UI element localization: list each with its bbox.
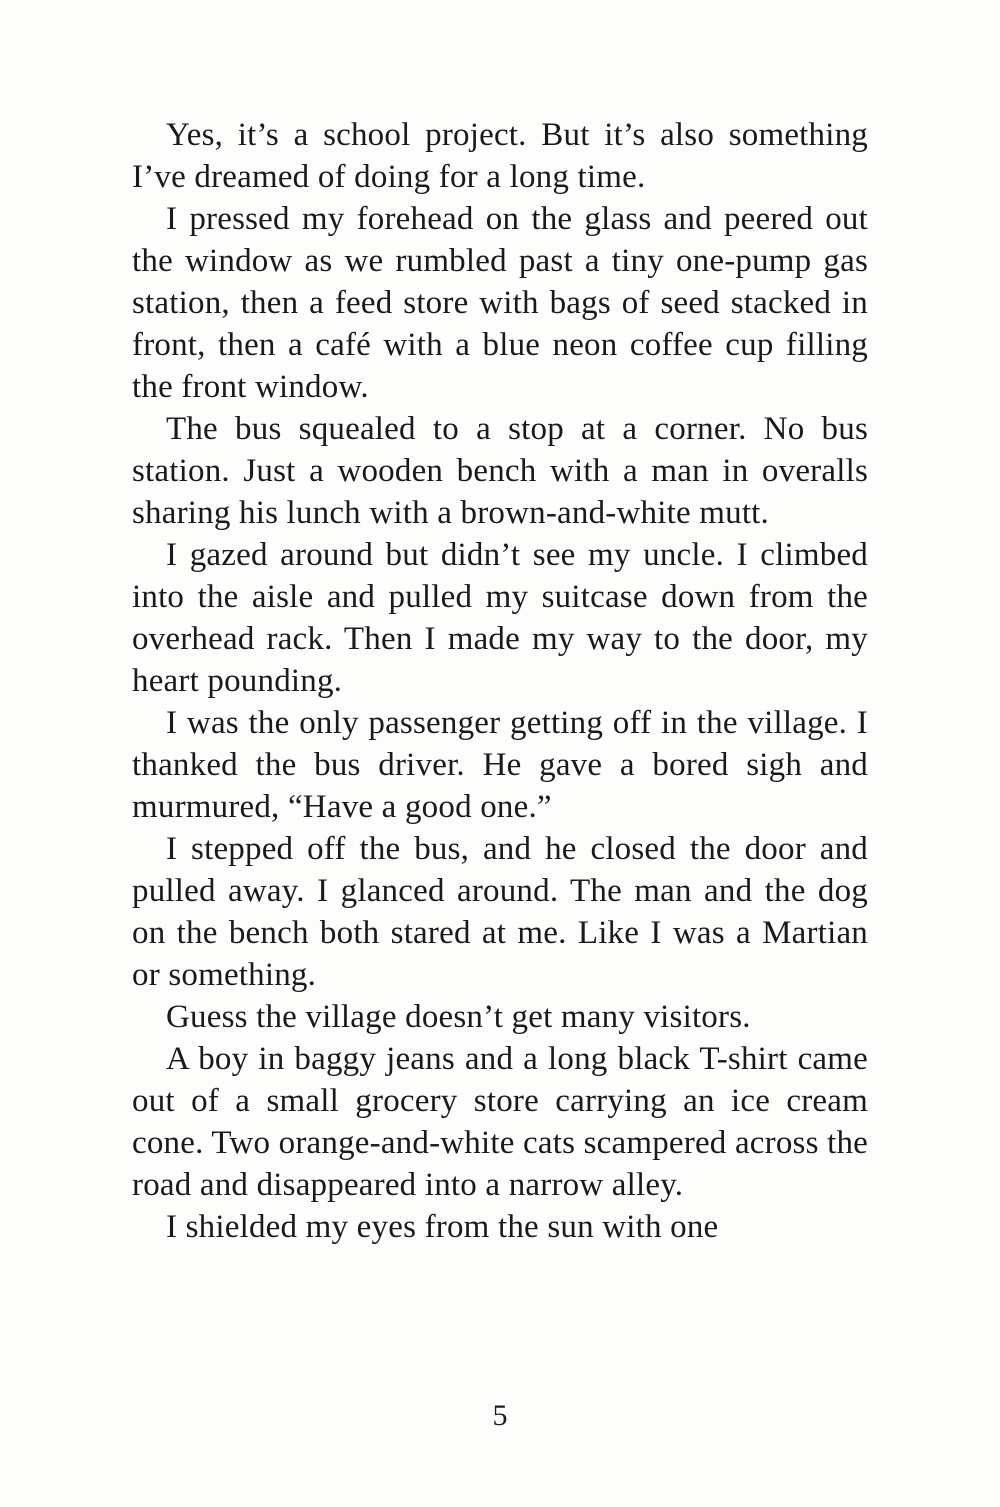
paragraph-8: A boy in baggy jeans and a long black T-shirt came out of a small grocery store carrying an ice cream cone. Two orange-and-white cats scampered across the road and disappeared into a narrow alley. — [132, 1041, 868, 1203]
paragraph-1: Yes, it’s a school project. But it’s also something I’ve dreamed of doing for a long time. — [132, 117, 868, 195]
paragraph-9: I shielded my eyes from the sun with one — [166, 1209, 719, 1245]
paragraph-3: The bus squealed to a stop at a corner. No bus station. Just a wooden bench with a man in overalls sharing his lunch with a brown-and-white mutt. — [132, 411, 868, 531]
paragraph-6: I stepped off the bus, and he closed the door and pulled away. I glanced around. The man and the dog on the bench both stared at me. Like I was a Martian or something. — [132, 831, 868, 993]
paragraph-7: Guess the village doesn’t get many visitors. — [166, 999, 751, 1035]
paragraph-5: I was the only passenger getting off in the village. I thanked the bus driver. He gave a bored sigh and murmured, “Have a good one.” — [132, 705, 868, 825]
body-text — [132, 114, 868, 1248]
page-number: 5 — [492, 1399, 508, 1432]
paragraph-4: I gazed around but didn’t see my uncle. I climbed into the aisle and pulled my suitcase down from the overhead rack. Then I made my way to the door, my heart pounding. — [132, 537, 868, 699]
paragraph-2: I pressed my forehead on the glass and peered out the window as we rumbled past a tiny one-pump gas station, then a feed store with bags of seed stacked in front, then a café with a blue neon coffee cup filling the front window. — [132, 201, 868, 405]
